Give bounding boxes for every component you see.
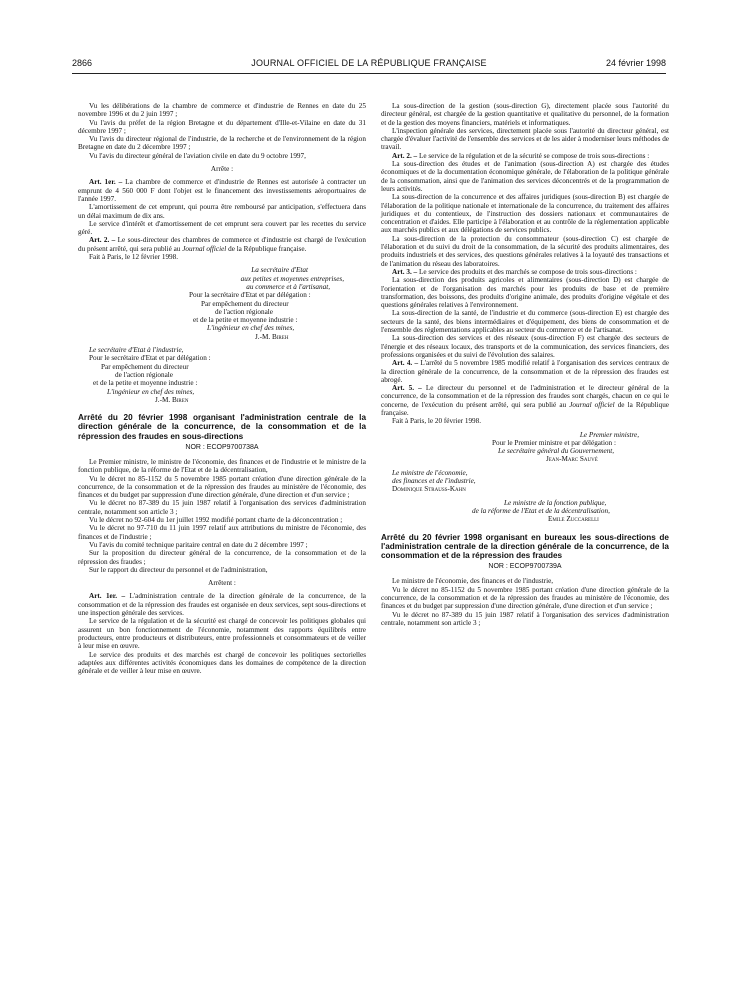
sig-line: aux petites et moyennes entreprises, (240, 274, 344, 283)
signature-block-1 (78, 266, 366, 341)
sig-line: Pour le Premier ministre et par délégation : (492, 438, 616, 447)
article-1 (78, 592, 366, 617)
paragraph: Vu les délibérations de la chambre de commerce et d'industrie de Rennes en date du 25 novembre 1996 et du 2 juin 1997 ; (78, 102, 366, 119)
paragraph: Sur la proposition du directeur général de la concurrence, de la consommation et de la répression des fraudes ; (78, 549, 366, 566)
sig-line: L'ingénieur en chef des mines, (107, 387, 195, 396)
decree-title: Arrêté du 20 février 1998 organisant l'administration centrale de la direction générale de la concurrence, de la consommation et de la répression des fraudes en sous-directions (78, 413, 366, 441)
paragraph: La sous-direction de la santé, de l'industrie et du commerce (sous-direction E) est chargée des secteurs de la santé, des biens intermédiaires et d'équipement, des biens de consommation et de l'ensemble des réglementations applicables au secteur du commerce et de l'artisanat. (381, 309, 669, 335)
paragraph: Vu l'avis du directeur régional de l'industrie, de la recherche et de l'environnement de la région Bretagne en date du 2 décembre 1997 ; (78, 135, 366, 152)
signatory-name: Dominique Strauss-Kahn (392, 485, 466, 494)
fait-line: Fait à Paris, le 20 février 1998. (392, 417, 482, 426)
paragraph: Vu l'avis du comité technique paritaire central en date du 2 décembre 1997 ; (89, 540, 308, 549)
paragraph: Le service de la régulation et de la sécurité est chargé de concevoir les politiques globales qui assurent un bon fonctionnement de l'économie, notamment des rapports équilibrés entre producteurs, entre producteurs et distributeurs, entre professionnels et consommateurs et de veiller à leur mise en œuvre. (78, 617, 366, 651)
decree-title: Arrêté du 20 février 1998 organisant en bureaux les sous-directions de l'administration centrale de la direction générale de la concurrence, de la consommation et de la répression des fraudes (381, 532, 669, 560)
paragraph: Vu le décret no 87-389 du 15 juin 1987 relatif à l'organisation des services d'administration centrale, notamment son article 3 ; (381, 610, 669, 627)
sig-line: Le secrétaire général du Gouvernement, (498, 447, 615, 456)
header-rule (72, 73, 666, 74)
paragraph: La sous-direction de la protection du consommateur (sous-direction C) est chargée de l'élaboration et du suivi du droit de la consommation, de la sécurité des produits alimentaires, des produits industriels et des services, des questions générales relatives à la loyauté des transactions et de l'animation du réseau des laboratoires. (381, 234, 669, 268)
article-label: Art. 5. – (392, 384, 422, 393)
paragraph: La sous-direction de la gestion (sous-direction G), directement placée sous l'autorité du directeur général, est chargée de la gestion quantitative et qualitative du personnel, de la formation et de la gestion des moyens financiers, matériels et informatiques. (381, 102, 669, 127)
sig-line: des finances et de l'industrie, (392, 477, 476, 486)
right-column (381, 102, 669, 627)
article-3 (381, 268, 669, 276)
article-4 (381, 359, 669, 384)
paragraph: Le Premier ministre, le ministre de l'économie, des finances et de l'industrie et le ministre de la fonction publique, de la réforme de l'Etat et de la décentralisation, (78, 458, 366, 475)
sig-line: au commerce et à l'artisanat, (246, 282, 330, 291)
sig-line: et de la petite et moyenne industrie : (93, 379, 198, 388)
sig-line: Le ministre de la fonction publique, (504, 498, 607, 507)
sig-line: Par empêchement du directeur (101, 362, 189, 371)
journal-ref: Journal officiel (569, 400, 615, 409)
journal-title: JOURNAL OFFICIEL DE LA RÉPUBLIQUE FRANÇAISE (251, 58, 487, 68)
article-text: Le service de la régulation et de la sécurité se compose de trois sous-directions : (417, 151, 650, 160)
signature-block-pm (381, 431, 669, 464)
paragraph: Sur le rapport du directeur du personnel et de l'administration, (89, 565, 268, 574)
paragraph: Vu le décret no 85-1152 du 5 novembre 1985 portant création d'une direction générale de la concurrence, de la consommation et de la répression des fraudes au ministère de l'économie, des finances et du budget par suppression d'une direction générale, d'une direction et d'un service ; (78, 474, 366, 500)
article-text-end: de la République française. (381, 400, 669, 417)
sig-line: Par empêchement du directeur (201, 299, 289, 308)
article-label: Art. 1er. – (89, 592, 126, 601)
sig-line: Le secrétaire d'Etat à l'industrie, (89, 346, 184, 355)
sig-line: L'ingénieur en chef des mines, (207, 324, 295, 333)
paragraph: Vu le décret no 97-710 du 11 juin 1997 relatif aux attributions du ministre de l'économie, des finances et de l'industrie ; (78, 524, 366, 541)
paragraph: Le service des produits et des marchés est chargé de concevoir les politiques sectorielles adaptées aux différentes activités économiques dans les domaines de compétence de la direction générale et de veiller à leur mise en œuvre. (78, 650, 366, 676)
paragraph: Vu le décret no 92-604 du 1er juillet 1992 modifié portant charte de la déconcentration ; (89, 516, 343, 525)
paragraph: Le service d'intérêt et d'amortissement de cet emprunt sera couvert par les recettes du service géré. (78, 219, 366, 237)
article-text-end: de la République française. (226, 244, 307, 253)
signature-block-minister (381, 469, 669, 494)
paragraph: L'inspection générale des services, directement placée sous l'autorité du directeur général, est chargée d'évaluer l'activité de l'ensemble des services et de les aider à moderniser leurs méthodes de travail. (381, 126, 669, 152)
signature-block-fp (381, 499, 669, 524)
article-text: Le directeur du personnel et de l'administration et le directeur général de la concurrence, de la consommation et de la répression des fraudes sont chargés, chacun en ce qui le concerne, de l'exécution du présent arrêté, qui sera publié au (381, 384, 669, 409)
signatory-name: J.-M. Birен (255, 332, 289, 341)
sig-line: Le Premier ministre, (579, 430, 639, 439)
article-text: L'administration centrale de la direction générale de la concurrence, de la consommation et de la répression des fraudes est organisée en deux services, sept sous-directions et une inspection générale des services. (78, 592, 367, 618)
sig-line: de l'action régionale (215, 307, 273, 316)
issue-date: 24 février 1998 (605, 58, 666, 68)
paragraph: Vu l'avis du directeur général de l'aviation civile en date du 9 octobre 1997, (89, 151, 306, 160)
article-label: Art. 4. – (392, 359, 419, 368)
article-2 (78, 236, 366, 253)
article-label: Art. 1er. – (89, 178, 123, 187)
signature-block-2 (78, 346, 366, 404)
article-text: Le sous-directeur des chambres de commerce et d'industrie est chargé de l'exécution du présent arrêté, qui sera publié au (78, 236, 366, 253)
signatory-name: J.-M. Biren (155, 395, 189, 404)
paragraph: Vu le décret no 85-1152 du 5 novembre 1985 portant création d'une direction générale de la concurrence, de la consommation et de la répression des fraudes au ministère de l'économie, des finances et du budget par suppression d'une direction générale, d'une direction et d'un service ; (381, 585, 669, 611)
page-number: 2866 (72, 58, 93, 68)
paragraph: La sous-direction des études et de l'animation (sous-direction A) est chargée des études économiques et de la documentation économique générale, de l'élaboration de la politique générale de la consommation, ainsi que de l'animation des services déconcentrés et de la programmation de leurs activités. (381, 160, 669, 193)
paragraph: Vu le décret no 87-389 du 15 juin 1987 relatif à l'organisation des services d'administration centrale, notamment son article 3 ; (78, 499, 366, 516)
sig-line: Le ministre de l'économie, (392, 468, 468, 477)
article-label: Art. 2. – (392, 151, 418, 160)
paragraph: La sous-direction de la concurrence et des affaires juridiques (sous-direction B) est chargée de l'élaboration de la politique nationale et internationale de la concurrence, du traitement des affaires juridiques et du contentieux, de l'instruction des dossiers nationaux et communautaires de concentration et d'aides. Elle participe à l'élaboration et au contrôle de la réglementation applicable aux marchés publics et aux délégations de services publics. (381, 193, 669, 235)
article-text: Le service des produits et des marchés se compose de trois sous-directions : (417, 267, 637, 276)
article-text: L'arrêté du 5 novembre 1985 modifié relatif à l'organisation des services centraux de la direction générale de la concurrence, de la consommation et de la répression des fraudes est abrogé. (381, 359, 669, 384)
fait-line: Fait à Paris, le 12 février 1998. (89, 253, 179, 262)
paragraph: Vu l'avis du préfet de la région Bretagne et du département d'Ille-et-Vilaine en date du 31 décembre 1997 ; (78, 118, 366, 135)
sig-line: La secrétaire d'Etat (251, 266, 308, 275)
paragraph: La sous-direction des services et des réseaux (sous-direction F) est chargée des secteurs de l'énergie et des réseaux locaux, des transports et de la communication, des services financiers, des professions organisées et du suivi de l'évolution des salaires. (381, 334, 669, 359)
article-5 (381, 384, 669, 417)
sig-line: Pour la secrétaire d'Etat et par délégation : (189, 291, 311, 300)
nor-reference: NOR : ECOP9700738A (185, 443, 259, 451)
arrete-heading: Arrêtent : (208, 579, 236, 588)
sig-line: de l'action régionale (115, 370, 173, 379)
article-label: Art. 2. – (89, 236, 116, 245)
journal-ref: Journal officiel (182, 244, 227, 253)
paragraph: Le ministre de l'économie, des finances et de l'industrie, (392, 577, 554, 586)
article-2 (381, 152, 669, 160)
left-column (78, 102, 366, 675)
article-1 (78, 178, 366, 203)
page-header (72, 58, 666, 72)
paragraph: L'amortissement de cet emprunt, qui pourra être remboursé par anticipation, s'effectuera dans un délai maximum de dix ans. (78, 203, 366, 220)
sig-line: Pour le secrétaire d'Etat et par délégation : (89, 354, 211, 363)
sig-line: de la réforme de l'Etat et de la décentralisation, (472, 506, 610, 515)
sig-line: et de la petite et moyenne industrie : (193, 316, 298, 325)
signatory-name: Emile Zuccarelli (548, 515, 599, 524)
nor-reference: NOR : ECOP9700739A (488, 563, 562, 571)
signatory-name: Jean-Marc Sauvé (546, 455, 598, 464)
paragraph: La sous-direction des produits agricoles et alimentaires (sous-direction D) est chargée de l'orientation et de l'organisation des marchés pour les produits de base et de première transformation, des boissons, des produits d'origine animale, des produits d'origine végétale et des questions générales relatives à l'environnement. (381, 276, 669, 310)
arrete-heading: Arrête : (210, 165, 234, 174)
article-label: Art. 3. – (392, 267, 418, 276)
article-text: La chambre de commerce et d'industrie de Rennes est autorisée à contracter un emprunt de 4 560 000 F dont l'objet est le financement des investissements aéroportuaires de l'année 1997. (78, 178, 366, 203)
